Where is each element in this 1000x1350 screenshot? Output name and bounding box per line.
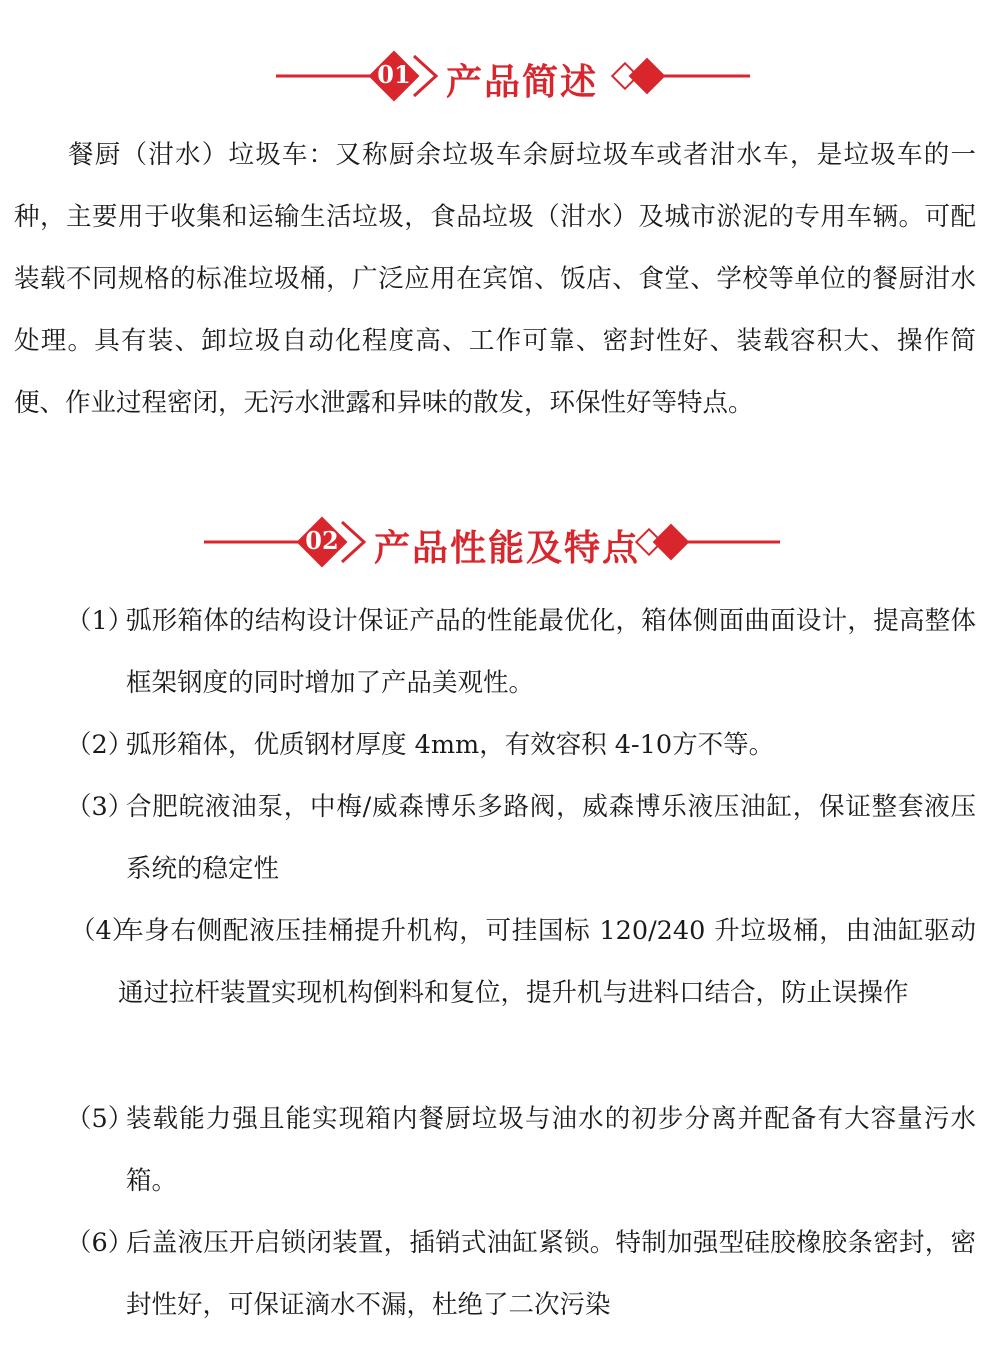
section-title-1: 产品简述 [446, 62, 599, 103]
feature-text: 装载能力强且能实现箱内餐厨垃圾与油水的初步分离并配备有大容量污水箱。 [126, 1104, 976, 1196]
feature-number: （5） [66, 1104, 134, 1134]
feature-number: （2） [66, 730, 134, 760]
feature-number: （3） [66, 792, 134, 822]
feature-number: （1） [66, 606, 134, 636]
feature-number: （4） [70, 916, 138, 946]
feature-text: 后盖液压开启锁闭装置，插销式油缸紧锁。特制加强型硅胶橡胶条密封，密封性好，可保证滴水不漏，杜绝了二次污染 [126, 1228, 976, 1320]
intro-paragraph: 餐厨（泔水）垃圾车：又称厨余垃圾车余厨垃圾车或者泔水车，是垃圾车的一种，主要用于收集和运输生活垃圾，食品垃圾（泔水）及城市淤泥的专用车辆。可配装载不同规格的标准垃圾桶，广泛应用在宾馆、饭店、食堂、学校等单位的餐厨泔水处理。具有装、卸垃圾自动化程度高、工作可靠、密封性好、装载容积大、操作简便、作业过程密闭，无污水泄露和异味的散发，环保性好等特点。 [14, 140, 976, 418]
feature-text: 合肥皖液油泵，中梅/威森博乐多路阀，威森博乐液压油缸，保证整套液压系统的稳定性 [126, 792, 976, 884]
feature-text: 车身右侧配液压挂桶提升机构，可挂国标 120/240 升垃圾桶，由油缸驱动通过拉杆装置实现机构倒料和复位，提升机与进料口结合，防止误操作 [118, 916, 976, 1008]
section-title-2: 产品性能及特点 [374, 528, 641, 569]
feature-number: （6） [66, 1228, 134, 1258]
section-header-1 [0, 46, 1000, 106]
section-number-1: 01 [377, 60, 411, 89]
section-number-2: 02 [305, 526, 339, 555]
feature-text: 弧形箱体的结构设计保证产品的性能最优化，箱体侧面曲面设计，提高整体框架钢度的同时增加了产品美观性。 [126, 606, 976, 698]
feature-text: 弧形箱体，优质钢材厚度 4mm，有效容积 4-10方不等。 [126, 730, 775, 760]
section-header-2 [0, 512, 1000, 572]
